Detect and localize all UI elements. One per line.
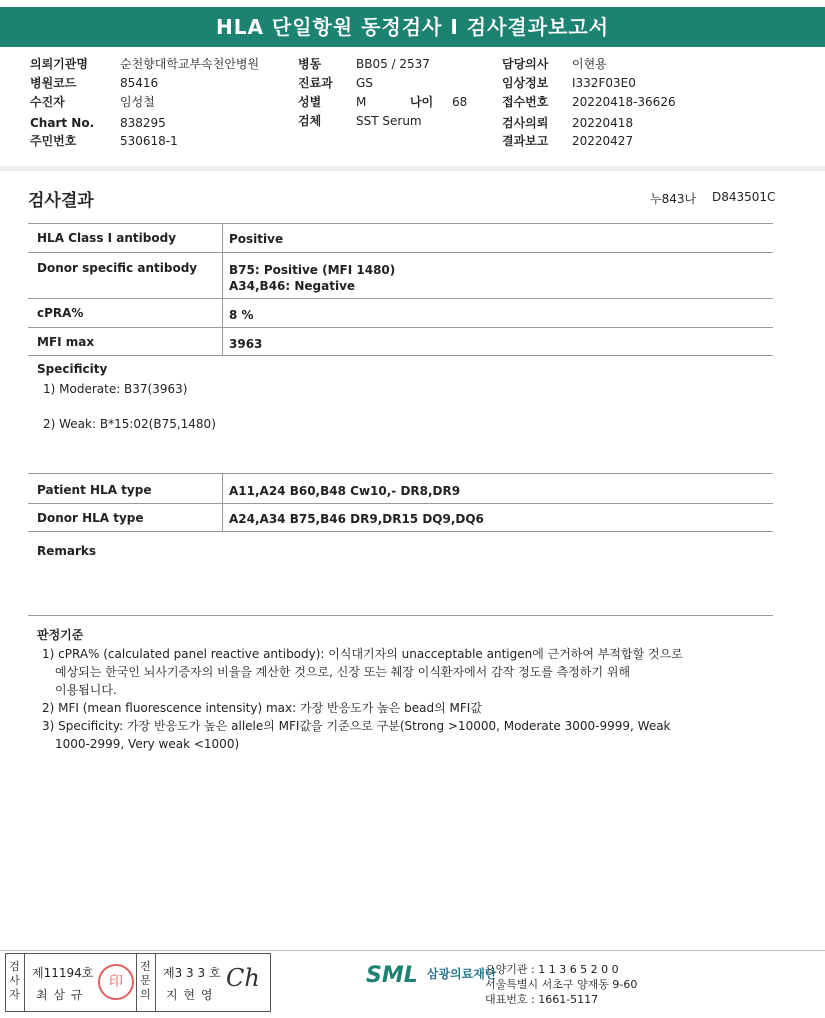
remarks-label: Remarks xyxy=(37,544,97,558)
address: 서울특별시 서초구 양재동 9-60 xyxy=(485,978,638,991)
table-rule xyxy=(28,615,773,616)
hospital-code-value: 85416 xyxy=(120,76,159,90)
criteria-heading: 판정기준 xyxy=(37,628,84,642)
table-rule xyxy=(28,223,773,224)
clinical-label: 임상정보 xyxy=(502,76,549,90)
logo-mark: SML xyxy=(366,963,418,988)
table-divider xyxy=(222,223,223,355)
ward-label: 병동 xyxy=(298,57,322,71)
patient-hla-label: Patient HLA type xyxy=(37,483,152,497)
care-number: 요양기관 : 1 1 3 6 5 2 0 0 xyxy=(485,963,619,976)
verifier-name: 지 현 영 xyxy=(166,988,214,1002)
verifier-label xyxy=(137,954,154,1010)
patient-hla-value: A11,A24 B60,B48 Cw10,- DR8,DR9 xyxy=(229,484,461,498)
report-date-value: 20220427 xyxy=(572,134,634,148)
clinical-value: I332F03E0 xyxy=(572,76,636,90)
table-rule xyxy=(28,327,773,328)
chart-value: 838295 xyxy=(120,116,166,130)
criteria-line: 1000-2999, Very weak <1000) xyxy=(55,737,240,751)
dept-value: GS xyxy=(356,76,373,90)
info-separator xyxy=(0,166,825,171)
specimen-label: 검체 xyxy=(298,114,322,128)
criteria-text xyxy=(42,645,782,753)
report-title: HLA 단일항원 동정검사 I 검사결과보고서 xyxy=(0,7,825,47)
institution-label: 의뢰기관명 xyxy=(30,57,88,71)
box-divider xyxy=(24,954,25,1011)
signature-text: Ch xyxy=(226,964,260,992)
tester-number: 제11194호 xyxy=(32,966,94,980)
box-divider xyxy=(155,954,156,1011)
seal-text: 印 xyxy=(109,974,123,990)
row-value: 8 % xyxy=(229,308,254,322)
signature-box xyxy=(5,953,271,1012)
patient-info xyxy=(0,55,825,155)
donor-hla-label: Donor HLA type xyxy=(37,511,144,525)
sex-label: 성별 xyxy=(298,95,322,109)
tester-name: 최 삼 규 xyxy=(36,988,84,1002)
chart-label: Chart No. xyxy=(30,116,95,130)
company-logo xyxy=(366,963,496,988)
resident-label: 주민번호 xyxy=(30,134,77,148)
row-label: MFI max xyxy=(37,335,95,349)
row-label: HLA Class I antibody xyxy=(37,231,177,245)
resident-value: 530618-1 xyxy=(120,134,178,148)
results-heading: 검사결과 xyxy=(28,191,94,211)
donor-hla-value: A24,A34 B75,B46 DR9,DR15 DQ9,DQ6 xyxy=(229,512,484,526)
seal-icon xyxy=(98,964,134,1000)
table-rule xyxy=(28,503,773,504)
patient-label: 수진자 xyxy=(30,95,65,109)
table-divider xyxy=(222,473,223,531)
criteria-line: 3) Specificity: 가장 반응도가 높은 allele의 MFI값을 기준으로 구분(Strong >10000, Moderate 3000-9999, Weak xyxy=(42,719,671,733)
verifier-label-text: 전문의 xyxy=(140,960,151,1001)
age-value: 68 xyxy=(452,95,468,109)
dept-label: 진료과 xyxy=(298,76,333,90)
row-value: Positive xyxy=(229,232,284,246)
hospital-code-label: 병원코드 xyxy=(30,76,77,90)
row-label: Donor specific antibody xyxy=(37,261,198,275)
row-value: 3963 xyxy=(229,337,263,351)
specificity-item-2: 2) Weak: B*15:02(B75,1480) xyxy=(43,417,216,431)
row-value-2: A34,B46: Negative xyxy=(229,279,356,293)
request-label: 검사의뢰 xyxy=(502,116,549,130)
table-rule xyxy=(28,531,773,532)
criteria-line: 2) MFI (mean fluorescence intensity) max: 가장 반응도가 높은 bead의 MFI값 xyxy=(42,701,482,715)
table-rule xyxy=(28,473,773,474)
row-value: B75: Positive (MFI 1480) xyxy=(229,263,396,277)
tester-label xyxy=(6,954,23,1010)
table-rule xyxy=(28,252,773,253)
receipt-value: 20220418-36626 xyxy=(572,95,676,109)
criteria-line: 이용됩니다. xyxy=(55,683,117,697)
company-name: 삼광의료재단 xyxy=(426,967,497,981)
ref-code-1: 누843나 xyxy=(650,192,697,206)
criteria-line: 예상되는 한국인 뇌사기증자의 비율을 계산한 것으로, 신장 또는 췌장 이식환자에서 감작 정도를 측정하기 위해 xyxy=(55,665,631,679)
ward-value: BB05 / 2537 xyxy=(356,57,430,71)
tester-label-text: 검사자 xyxy=(9,960,20,1001)
ref-code-2: D843501C xyxy=(712,190,776,204)
phone: 대표번호 : 1661-5117 xyxy=(485,993,599,1006)
receipt-label: 접수번호 xyxy=(502,95,549,109)
specificity-label: Specificity xyxy=(37,362,108,376)
doctor-value: 이현용 xyxy=(572,57,607,71)
row-label: cPRA% xyxy=(37,306,84,320)
criteria-line: 1) cPRA% (calculated panel reactive antibody): 이식대기자의 unacceptable antigen에 근거하여 부적합할 것으로 xyxy=(42,647,683,661)
patient-value: 임성철 xyxy=(120,95,155,109)
age-label: 나이 xyxy=(410,95,434,109)
table-rule xyxy=(28,298,773,299)
table-rule xyxy=(28,355,773,356)
specificity-item-1: 1) Moderate: B37(3963) xyxy=(43,382,188,396)
sex-value: M xyxy=(356,95,367,109)
verifier-number: 제3 3 3 호 xyxy=(163,966,221,980)
doctor-label: 담당의사 xyxy=(502,57,549,71)
signature-icon xyxy=(226,964,260,992)
institution-value: 순천향대학교부속천안병원 xyxy=(120,57,260,71)
specimen-value: SST Serum xyxy=(356,114,422,128)
report-date-label: 결과보고 xyxy=(502,134,549,148)
request-value: 20220418 xyxy=(572,116,634,130)
